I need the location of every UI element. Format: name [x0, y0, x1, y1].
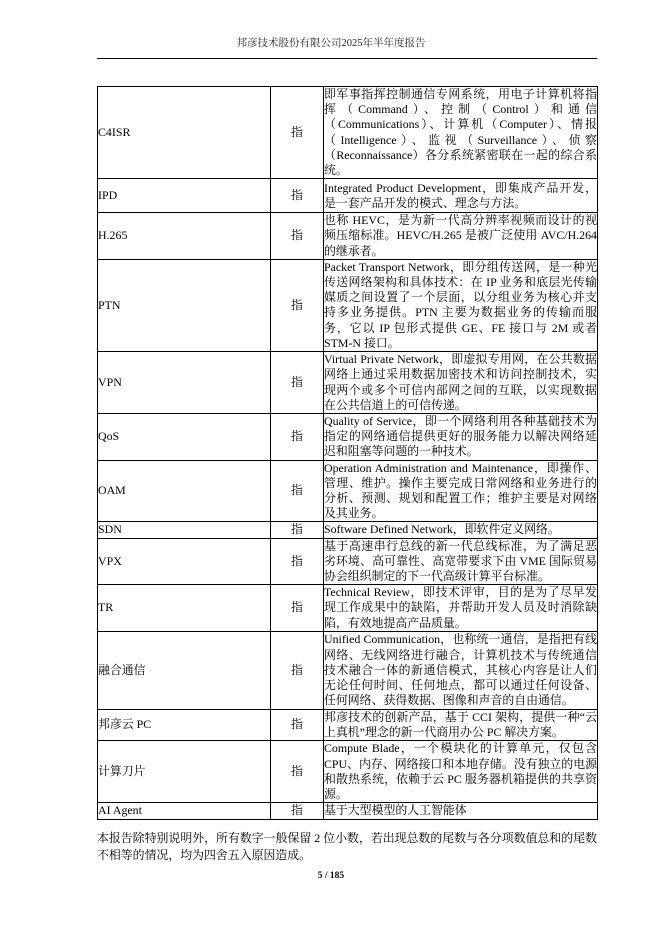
glossary-row-cloud-pc: [98, 709, 598, 740]
definition-cell: 邦彦技术的创新产品，基于 CCI 架构，提供一种“云上真机”理念的新一代商用办公 PC 解决方案。: [324, 709, 597, 740]
term-cell: VPX: [98, 538, 271, 585]
definition-cell: 即军事指挥控制通信专网系统，用电子计算机将指挥（Command）、控制（Control）和通信（Communications）、计算机（Computer）、情报（Intelligence）、监视（Surveillance）、侦察（Reconnaissance）各分系统紧密联在一起的综合系统。: [324, 87, 597, 178]
term-cell: PTN: [98, 259, 271, 351]
rounding-footnote: 本报告除特别说明外，所有数字一般保留 2 位小数，若出现总数的尾数与各分项数值总和的尾数不相等的情况，均为四舍五入原因造成。: [97, 830, 597, 862]
definition-cell: Software Defined Network，即软件定义网络。: [324, 522, 598, 538]
glossary-row-ipd: [98, 179, 598, 213]
glossary-row-ai-agent: [98, 803, 598, 819]
term-cell: 融合通信: [98, 631, 271, 709]
definition-cell: Compute Blade，一个模块化的计算单元，仅包含 CPU、内存、网络接口和本地存储。没有独立的电源和散热系统，依赖于云 PC 服务器机箱提供的共享资源。: [324, 741, 597, 801]
definition-cell: Packet Transport Network，即分组传送网，是一种光传送网络架构和具体技术：在 IP 业务和底层光传输媒质之间设置了一个层面，以分组业务为核心并支持多业务提供。PTN 主要为数据业务的传输而服务，它以 IP 包形式提供 GE、FE 接口与 2M 或者 STM-N 接口。: [324, 259, 597, 350]
refers-to-cell: 指: [271, 522, 324, 538]
definition-cell: Integrated Product Development，即集成产品开发，是一套产品开发的模式、理念与方法。: [324, 179, 598, 213]
definition-cell: 基于高速串行总线的新一代总线标准，为了满足恶劣环境、高可靠性、高宽带要求下由 VME 国际贸易协会组织制定的下一代高级计算平台标准。: [324, 538, 597, 584]
term-cell: OAM: [98, 460, 271, 522]
refers-to-cell: 指: [271, 709, 324, 740]
glossary-row-compute-blade: [98, 741, 598, 803]
definition-cell: Virtual Private Network，即虚拟专用网，在公共数据网络上通过采用数据加密技术和访问控制技术，实现两个或多个可信内部网之间的互联，以实现数据在公共信道上的可信传递。: [324, 352, 597, 412]
refers-to-cell: 指: [271, 352, 324, 414]
definition-cell: 基于大型模型的人工智能体: [324, 803, 598, 819]
glossary-row-vpn: [98, 352, 598, 414]
refers-to-cell: 指: [271, 538, 324, 585]
refers-to-cell: 指: [271, 585, 324, 632]
refers-to-cell: 指: [271, 803, 324, 819]
term-cell: TR: [98, 585, 271, 632]
glossary-row-c4isr: [98, 87, 598, 179]
term-cell: AI Agent: [98, 803, 271, 819]
glossary-row-h265: [98, 213, 598, 260]
definition-cell: Technical Review，即技术评审，目的是为了尽早发现工作成果中的缺陷，并帮助开发人员及时消除缺陷，有效地提高产品质量。: [324, 585, 597, 630]
term-cell: VPN: [98, 352, 271, 414]
glossary-row-unified-communication: [98, 631, 598, 709]
term-cell: SDN: [98, 522, 271, 538]
term-cell: IPD: [98, 179, 271, 213]
refers-to-cell: 指: [271, 414, 324, 461]
definition-cell: Operation Administration and Maintenance，即操作、管理、维护。操作主要完成日常网络和业务进行的分析、预测、规划和配置工作；维护主要是对网络及其业务。: [324, 460, 597, 521]
glossary-row-oam: [98, 460, 598, 522]
header-divider: [97, 58, 597, 59]
term-cell: H.265: [98, 213, 271, 260]
refers-to-cell: 指: [271, 179, 324, 213]
glossary-row-tr: [98, 585, 598, 632]
refers-to-cell: 指: [271, 460, 324, 522]
refers-to-cell: 指: [271, 259, 324, 351]
glossary-row-vpx: [98, 538, 598, 585]
definition-cell: Unified Communication，也称统一通信，是指把有线网络、无线网络进行融合，计算机技术与传统通信技术融合一体的新通信模式，其核心内容是让人们无论任何时间、任何地点，都可以通过任何设备、任何网络、获得数据、图像和声音的自由通信。: [324, 631, 598, 709]
glossary-row-qos: [98, 414, 598, 461]
term-cell: C4ISR: [98, 87, 271, 179]
page-number: 5 / 185: [317, 870, 345, 881]
glossary-table: [97, 86, 598, 820]
page-content: [97, 86, 597, 883]
refers-to-cell: 指: [271, 631, 324, 709]
refers-to-cell: 指: [271, 87, 324, 179]
term-cell: QoS: [98, 414, 271, 461]
term-cell: 邦彦云 PC: [98, 709, 271, 740]
refers-to-cell: 指: [271, 741, 324, 803]
refers-to-cell: 指: [271, 213, 324, 260]
running-header-title: 邦彦技术股份有限公司2025年半年度报告: [236, 38, 426, 49]
glossary-row-ptn: [98, 259, 598, 351]
term-cell: 计算刀片: [98, 741, 271, 803]
definition-cell: Quality of Service，即一个网络利用各种基础技术为指定的网络通信提供更好的服务能力以解决网络延迟和阻塞等问题的一种技术。: [324, 414, 597, 459]
glossary-row-sdn: [98, 522, 598, 538]
definition-cell: 也称 HEVC，是为新一代高分辨率视频而设计的视频压缩标准。HEVC/H.265 是被广泛使用 AVC/H.264 的继承者。: [324, 213, 597, 258]
